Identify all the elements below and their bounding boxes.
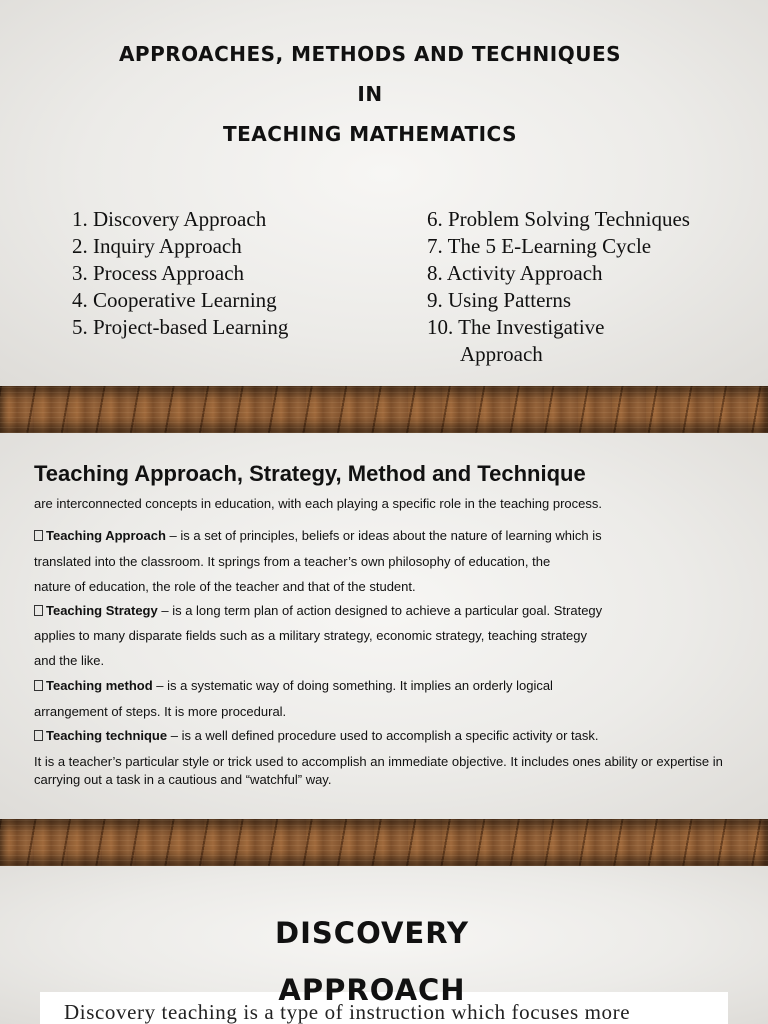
slide-2-title: Teaching Approach, Strategy, Method and Technique	[34, 461, 586, 486]
bullet-box-icon	[34, 605, 43, 616]
strategy-definition-line-3: and the like.	[34, 653, 105, 668]
approaches-list-right	[427, 206, 757, 368]
slide-3-title-line-2: APPROACH	[278, 973, 466, 1007]
slide-2	[0, 433, 768, 819]
list-item-continuation: Approach	[460, 342, 543, 366]
slide-2-intro: are interconnected concepts in education, with each playing a specific role in the teaching process.	[34, 496, 603, 511]
definition-text: – is a long term plan of action designed to achieve a particular goal. Strategy	[157, 603, 603, 618]
strategy-definition-line-2: applies to many disparate fields such as a military strategy, economic strategy, teaching strategy	[34, 628, 588, 643]
term-teaching-method: Teaching method	[46, 678, 153, 693]
strategy-definition-line-1	[34, 603, 602, 618]
method-definition-line-2: arrangement of steps. It is more procedural.	[34, 704, 287, 719]
bullet-box-icon	[34, 730, 43, 741]
approach-definition-line-1	[34, 528, 602, 543]
definition-text: – is a well defined procedure used to accomplish a specific activity or task.	[167, 728, 599, 743]
list-item: 5. Project-based Learning	[72, 315, 289, 339]
approaches-list-left	[72, 206, 392, 341]
list-item: 7. The 5 E-Learning Cycle	[427, 234, 652, 258]
term-teaching-technique: Teaching technique	[46, 728, 168, 743]
slide-1	[0, 0, 768, 386]
list-item: 1. Discovery Approach	[72, 207, 267, 231]
term-teaching-strategy: Teaching Strategy	[46, 603, 158, 618]
wood-floor-divider	[0, 819, 768, 866]
slide-3	[0, 866, 768, 1024]
definition-text: – is a set of principles, beliefs or ideas about the nature of learning which is	[165, 528, 602, 543]
list-item: 8. Activity Approach	[427, 261, 603, 285]
technique-definition-line-1	[34, 728, 598, 743]
list-item: 9. Using Patterns	[427, 288, 572, 312]
list-item: 3. Process Approach	[72, 261, 245, 285]
approach-definition-line-3: nature of education, the role of the teacher and that of the student.	[34, 579, 416, 594]
slide-1-title-line-1: APPROACHES, METHODS AND TECHNIQUES	[118, 42, 622, 66]
scanned-text: Discovery teaching is a type of instruction which focuses more	[64, 1000, 631, 1024]
slide-1-title-line-2: IN	[357, 82, 383, 106]
list-item: 4. Cooperative Learning	[72, 288, 277, 312]
approach-definition-line-2: translated into the classroom. It springs from a teacher’s own philosophy of education, the	[34, 554, 551, 569]
bullet-box-icon	[34, 530, 43, 541]
list-item: 2. Inquiry Approach	[72, 234, 242, 258]
term-teaching-approach: Teaching Approach	[46, 528, 166, 543]
bullet-box-icon	[34, 680, 43, 691]
slide-3-title-line-1: DISCOVERY	[275, 916, 469, 950]
technique-definition-line-2: It is a teacher’s particular style or trick used to accomplish an immediate objective. It includes ones ability or expertise in carrying out a task in a cautious and “watchful” way.	[34, 754, 723, 787]
list-item: 10. The Investigative	[427, 315, 605, 339]
list-item: 6. Problem Solving Techniques	[427, 207, 690, 231]
method-definition-line-1	[34, 678, 553, 693]
wood-floor-divider	[0, 386, 768, 433]
definition-text: – is a systematic way of doing something. It implies an orderly logical	[152, 678, 553, 693]
slide-1-title-line-3: TEACHING MATHEMATICS	[223, 122, 517, 146]
